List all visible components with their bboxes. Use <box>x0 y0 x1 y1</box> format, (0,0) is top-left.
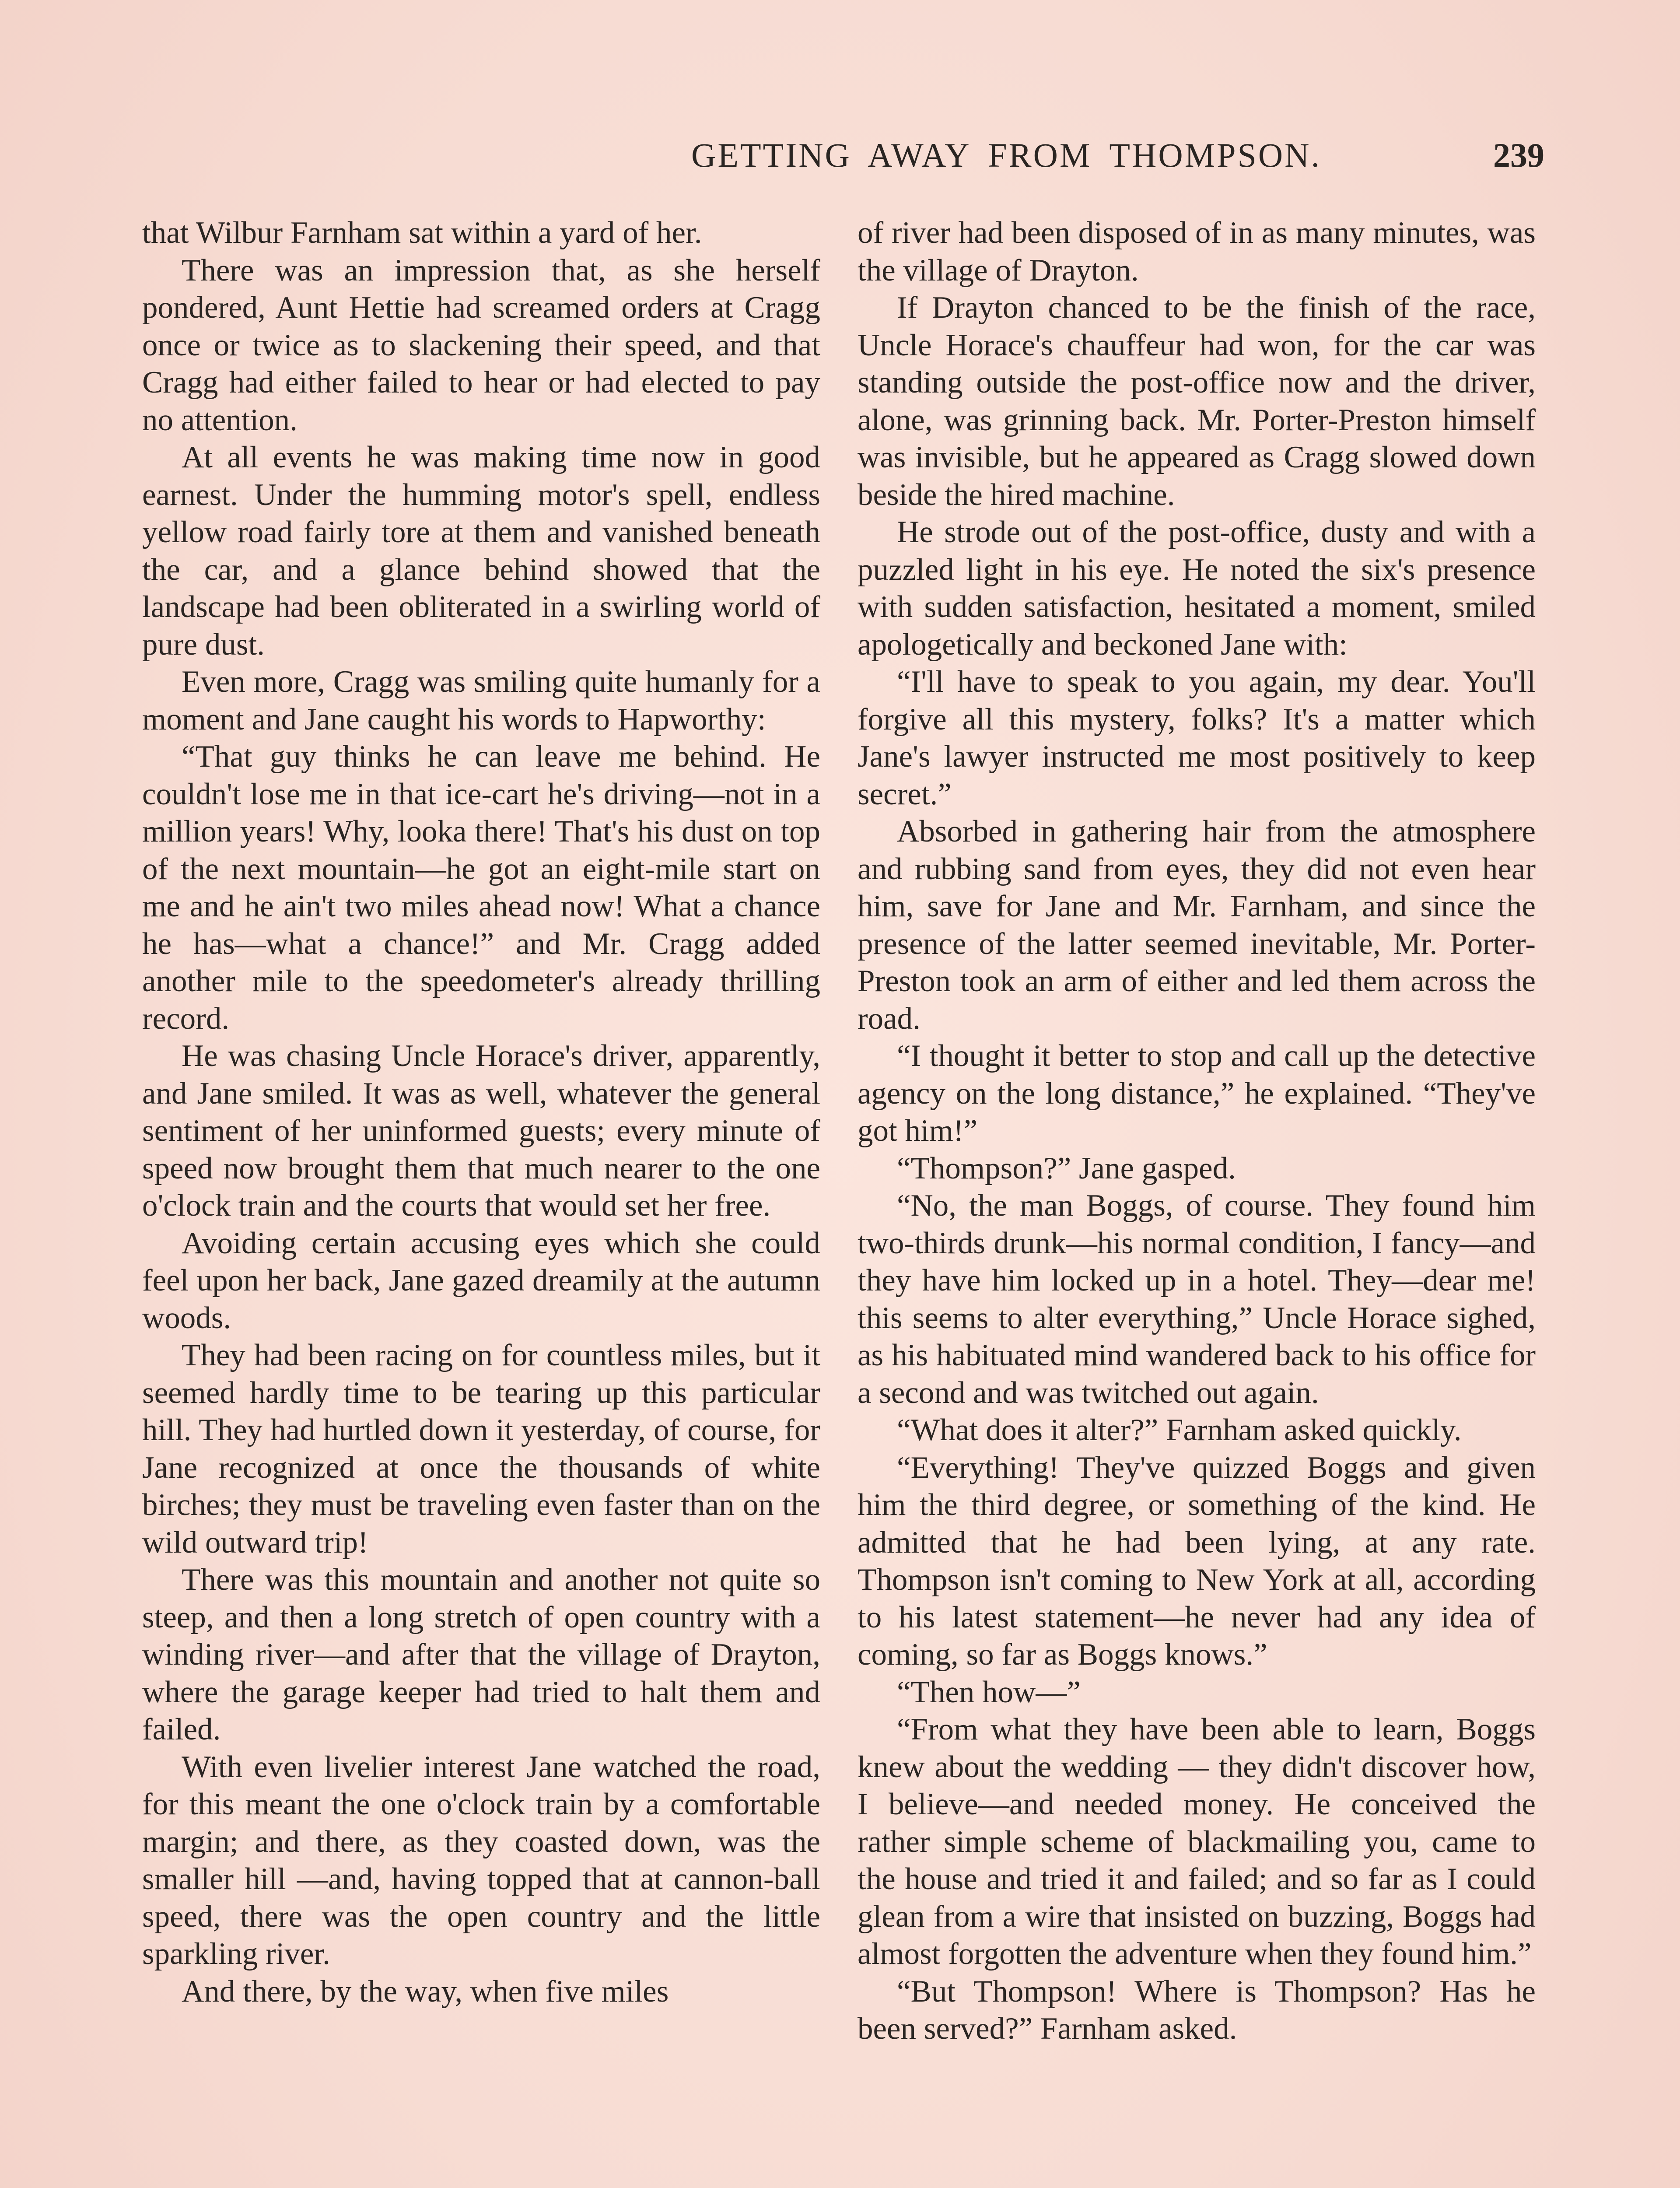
paragraph: “Then how—” <box>897 1675 1081 1709</box>
paragraph: Absorbed in gathering hair from the atmosphere and rubbing sand from eyes, they did not even hear him, save for Jane and Mr. Farnham, and since the presence of the latter seemed inevitable, Mr. Porter-Preston took an arm of either and led them across the road. <box>858 814 1536 1036</box>
left-column <box>142 214 820 2188</box>
paragraph: “I'll have to speak to you again, my dear. You'll forgive all this mystery, folks? It's a matter which Jane's lawyer instructed me most positively to keep secret.” <box>858 665 1536 811</box>
paragraph: “Everything! They've quizzed Boggs and given him the third degree, or something of the kind. He admitted that he had been lying, at any rate. Thompson isn't coming to New York at all, according to his latest statement—he never had any idea of coming, so far as Boggs knows.” <box>858 1450 1536 1672</box>
paragraph: “From what they have been able to learn, Boggs knew about the wedding — they didn't discover how, I believe—and needed money. He conceived the rather simple scheme of blackmailing you, came to the house and tried it and failed; and so far as I could glean from a wire that insisted on buzzing, Boggs had almost forgotten the adventure when they found him.” <box>858 1712 1536 1971</box>
paragraph: of river had been disposed of in as many minutes, was the village of Drayton. <box>858 216 1536 288</box>
paragraph: Even more, Cragg was smiling quite humanly for a moment and Jane caught his words to Hapworthy: <box>142 665 820 736</box>
paragraph: With even livelier interest Jane watched the road, for this meant the one o'clock train by a comfortable margin; and there, as they coasted down, was the smaller hill —and, having topped that at cannon-ball speed, there was the open country and the little sparkling river. <box>142 1750 820 1971</box>
paragraph: “But Thompson! Where is Thompson? Has he been served?” Farnham asked. <box>858 1974 1536 2046</box>
paragraph: “That guy thinks he can leave me behind. He couldn't lose me in that ice-cart he's driving—not in a million years! Why, looka there! That's his dust on top of the next mountain—he got an eight-mile start on me and he ain't two miles ahead now! What a chance he has—what a chance!” and Mr. Cragg added another mile to the speedometer's already thrilling record. <box>142 740 820 1036</box>
paragraph: that Wilbur Farnham sat within a yard of her. <box>142 216 702 250</box>
paragraph: And there, by the way, when five miles <box>182 1974 669 2009</box>
paragraph: Avoiding certain accusing eyes which she could feel upon her back, Jane gazed dreamily at the autumn woods. <box>142 1226 820 1335</box>
paragraph: “What does it alter?” Farnham asked quickly. <box>897 1413 1462 1447</box>
running-title: GETTING AWAY FROM THOMPSON. <box>691 136 1321 174</box>
paragraph: “I thought it better to stop and call up the detective agency on the long distance,” he explained. “They've got him!” <box>858 1039 1536 1148</box>
paragraph: There was an impression that, as she herself pondered, Aunt Hettie had screamed orders at Cragg once or twice as to slackening their speed, and that Cragg had either failed to hear or had elected to pay no attention. <box>142 253 820 437</box>
paragraph: “Thompson?” Jane gasped. <box>897 1151 1236 1185</box>
paragraph: He strode out of the post-office, dusty and with a puzzled light in his eye. He noted the six's presence with sudden satisfaction, hesitated a moment, smiled apologetically and beckoned Jane with: <box>858 515 1536 662</box>
right-column <box>858 214 1536 2188</box>
paragraph: They had been racing on for countless miles, but it seemed hardly time to be tearing up this particular hill. They had hurtled down it yesterday, of course, for Jane recognized at once the thousands of white birches; they must be traveling even faster than on the wild outward trip! <box>142 1338 820 1560</box>
paragraph: There was this mountain and another not quite so steep, and then a long stretch of open country with a winding river—and after that the village of Drayton, where the garage keeper had tried to halt them and failed. <box>142 1563 820 1746</box>
paragraph: “No, the man Boggs, of course. They found him two-thirds drunk—his normal condition, I fancy—and they have him locked up in a hotel. They—dear me! this seems to alter everything,” Uncle Horace sighed, as his habituated mind wandered back to his office for a second and was twitched out again. <box>858 1189 1536 1410</box>
paragraph: He was chasing Uncle Horace's driver, apparently, and Jane smiled. It was as well, whatever the general sentiment of her uninformed guests; every minute of speed now brought them that much nearer to the one o'clock train and the courts that would set her free. <box>142 1039 820 1223</box>
page-number: 239 <box>1493 136 1544 174</box>
paragraph: At all events he was making time now in good earnest. Under the humming motor's spell, endless yellow road fairly tore at them and vanished beneath the car, and a glance behind showed that the landscape had been obliterated in a swirling world of pure dust. <box>142 440 820 662</box>
paragraph: If Drayton chanced to be the finish of the race, Uncle Horace's chauffeur had won, for the car was standing outside the post-office now and the driver, alone, was grinning back. Mr. Porter-Preston himself was invisible, but he appeared as Cragg slowed down beside the hired machine. <box>858 291 1536 512</box>
